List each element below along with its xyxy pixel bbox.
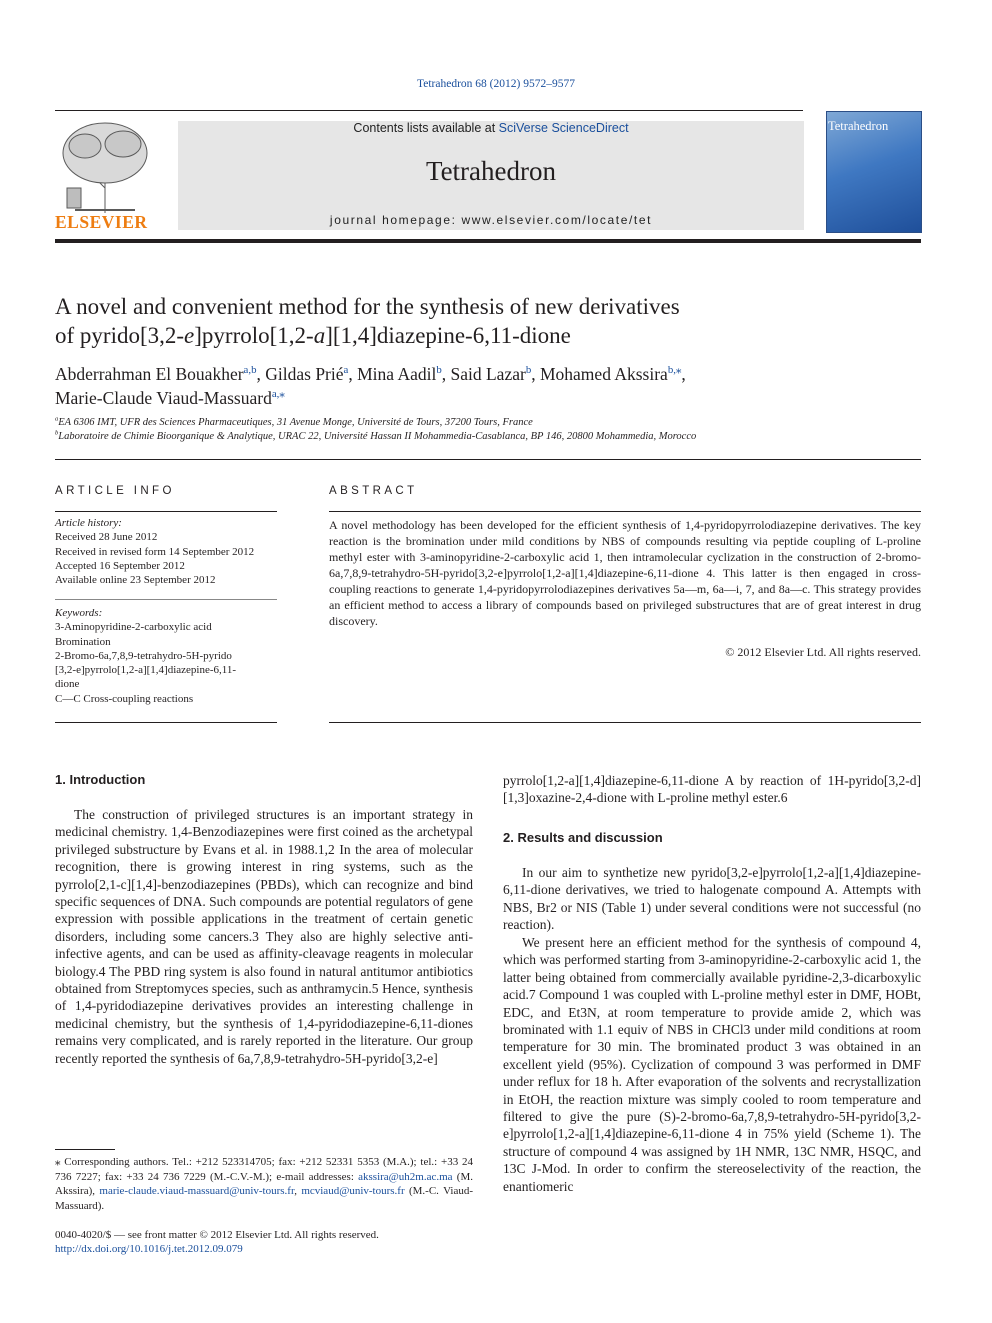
email-link[interactable]: mcviaud@univ-tours.fr bbox=[301, 1185, 405, 1197]
results-paragraph-2: We present here an efficient method for the synthesis of compound 4, which was performed starting from 3-aminopyridine-2-carboxylic acid 1, the latter being obtained from commercially available pyridine-2,3-dicarboxylic acid.7 Compound 1 was coupled with L-proline methyl ester in DMF, HOBt, EDC, and Et3N, at room temperature to provide amide 2, which was brominated with 1.1 equiv of NBS in CHCl3 under mild conditions at room temperature for 30 min. The brominated product 3 was obtained in an excellent yield (95%). Cyclization of compound 3 was performed in DMF under reflux for 18 h. After evaporation of the solvents and recrystallization in EtOH, the reaction mixture was simply cooled to room temperature and filtered to give the pure (S)-2-bromo-6a,7,8,9-tetrahydro-5H-pyrido[3,2-e]pyrrolo[1,2-a][1,4]diazepine-6,11-dione 4 in 75% yield (Scheme 1). The structure of compound 4 was assigned by 1H NMR, 13C NMR, HSQC, and 13C J-Mod. In order to confirm the stereoselectivity of the reaction, the enantiomeric bbox=[503, 935, 921, 1194]
article-history bbox=[55, 516, 277, 587]
abstract-bottom-rule bbox=[329, 722, 921, 723]
author-list bbox=[55, 362, 915, 410]
keyword: 3-Aminopyridine-2-carboxylic acid bbox=[55, 621, 212, 634]
header-rule-top bbox=[55, 110, 803, 111]
author: Gildas Prié$^a$, bbox=[265, 364, 358, 384]
journal-cover-title: Tetrahedron bbox=[828, 119, 889, 133]
header-rule-thick bbox=[55, 239, 921, 243]
keywords bbox=[55, 606, 277, 706]
author: Said Lazar$^b$, bbox=[450, 364, 540, 384]
journal-title: Tetrahedron bbox=[425, 156, 557, 186]
history-online: Available online 23 September 2012 bbox=[55, 574, 216, 587]
contents-line bbox=[178, 121, 804, 135]
history-accepted: Accepted 16 September 2012 bbox=[55, 559, 185, 572]
history-label: Article history: bbox=[55, 517, 122, 529]
title-line-2: of pyrido[3,2-e]pyrrolo[1,2-a][1,4]diazepine-6,11-dione bbox=[55, 323, 571, 348]
keyword: dione bbox=[55, 678, 80, 691]
keyword: 2-Bromo-6a,7,8,9-tetrahydro-5H-pyrido bbox=[55, 649, 232, 662]
keywords-rule bbox=[55, 599, 277, 600]
issn-line: 0040-4020/$ — see front matter © 2012 Elsevier Ltd. All rights reserved. bbox=[55, 1229, 379, 1241]
results-paragraph-1: In our aim to synthetize new pyrido[3,2-e]pyrrolo[1,2-a][1,4]diazepine-6,11-dione derivatives, we tried to halogenate compound A. Attempts with NBS, Br2 or NIS (Table 1) under several conditions were not successful (no reaction). bbox=[503, 865, 921, 933]
contents-prefix: Contents lists available at bbox=[353, 121, 499, 135]
article-info-heading: ARTICLE INFO bbox=[55, 485, 175, 497]
title-line-1: A novel and convenient method for the synthesis of new derivatives bbox=[55, 294, 680, 319]
footnote-rule bbox=[55, 1149, 115, 1150]
journal-homepage[interactable]: journal homepage: www.elsevier.com/locate/tet bbox=[329, 213, 653, 227]
doi-link[interactable]: http://dx.doi.org/10.1016/j.tet.2012.09.079 bbox=[55, 1243, 243, 1255]
abstract-rule bbox=[329, 511, 921, 512]
article-title bbox=[55, 292, 915, 350]
copyright: © 2012 Elsevier Ltd. All rights reserved. bbox=[725, 645, 921, 659]
author: Marie-Claude Viaud-Massuard$^{a,⁎}$ bbox=[55, 388, 285, 408]
sciencedirect-link[interactable]: SciVerse ScienceDirect bbox=[498, 121, 629, 135]
corresponding-author-footnote: ⁎ Corresponding authors. Tel.: +212 523314705; fax: +212 52331 5353 (M.A.); tel.: +33 24 736 7227; fax: +33 24 736 7229 (M.-C.V.-M.); e-mail addresses: akssira@uh2m.ac.ma (M. Akssira), marie-claude.viaud-massuard@univ-tours.fr, mcviaud@univ-tours.fr (M.-C. Viaud-Massuard). bbox=[55, 1156, 473, 1212]
author: Abderrahman El Bouakher$^{a,b}$, bbox=[55, 364, 266, 384]
keyword: [3,2-e]pyrrolo[1,2-a][1,4]diazepine-6,11- bbox=[55, 664, 237, 677]
abstract-text: A novel methodology has been developed for the efficient synthesis of 1,4-pyridopyrrolodiazepine derivatives. The key reaction is the bromination under mild conditions by NBS of compounds resulting via peptide coupling of L-proline methyl ester with 3-aminopyridine-2-carboxylic acid 1, then intramolecular cyclization in the construction of 2-bromo-6a,7,8,9-tetrahydro-5H-pyrido[3,2-e]pyrrolo[1,2-a][1,4]diazepine-6,11-dione 4. This latter is then engaged in cross-coupling reactions to generate 1,4-pyridopyrrolodiazepines derivatives 5a—m, 6a—i, 7, and 8a—c. This strategy provides an efficient method to access a library of compounds based on privileged substructures that are of great interest in drug discovery. bbox=[329, 518, 921, 628]
author: Mina Aadil$^b$, bbox=[357, 364, 451, 384]
introduction-text: The construction of privileged structures is an important strategy in medicinal chemistry. 1,4-Benzodiazepines were first coined as the archetypal privileged substructure by Evans et al. in 1988.1,2 In the area of molecular recognition, there is growing interest in ring systems, such as the pyrrolo[2,1-c][1,4]-benzodiazepines (PBDs), which can recognize and bind specific sequences of DNA. Such compounds are potential regulators of gene expression with possible applications in the treatment of certain genetic disorders, including some cancers.3 They also are highly selective anti-infective agents, and can be used as affinity-cleavage reagents in molecular biology.4 The PBD ring system is also found in natural antitumor antibiotics obtained from Streptomyces species, such as anthramycin.5 Hence, synthesis of 1,4-pyridodiazepine derivatives provides an interesting challenge in medicinal chemistry, but the synthesis of 1,4-pyridodiazepine-6,11-diones remains very complicated, and is rarely reported in the literature. Our group recently reported the synthesis of 6a,7,8,9-tetrahydro-5H-pyrido[3,2-e] bbox=[55, 807, 473, 1066]
publisher-name: ELSEVIER bbox=[55, 212, 148, 232]
article-info-rule bbox=[55, 511, 277, 512]
keyword: C—C Cross-coupling reactions bbox=[55, 692, 194, 705]
affiliation-b: $^b$Laboratoire de Chimie Bioorganique & Analytique, URAC 22, Université Hassan II Mohammedia-Casablanca, BP 146, 20800 Mohammedia, Morocco bbox=[55, 429, 697, 442]
affiliation-a: $^a$EA 6306 IMT, UFR des Sciences Pharmaceutiques, 31 Avenue Monge, Université de Tours, 37200 Tours, France bbox=[55, 415, 533, 428]
article-info-bottom-rule bbox=[55, 722, 277, 723]
journal-citation[interactable]: Tetrahedron 68 (2012) 9572–9577 bbox=[417, 78, 575, 90]
keyword: Bromination bbox=[55, 635, 111, 648]
email-link[interactable]: marie-claude.viaud-massuard@univ-tours.fr bbox=[99, 1185, 295, 1197]
history-revised: Received in revised form 14 September 2012 bbox=[55, 545, 255, 558]
author: Mohamed Akssira$^{b,⁎}$, bbox=[539, 364, 686, 384]
body-right-continuation: pyrrolo[1,2-a][1,4]diazepine-6,11-dione A by reaction of 1H-pyrido[3,2-d][1,3]oxazine-2,4-dione with L-proline methyl ester.6 bbox=[503, 773, 921, 806]
keywords-label: Keywords: bbox=[55, 607, 103, 619]
history-received: Received 28 June 2012 bbox=[55, 531, 158, 544]
elsevier-tree-logo-icon bbox=[55, 118, 155, 214]
email-link[interactable]: akssira@uh2m.ac.ma bbox=[358, 1170, 453, 1183]
affiliation-rule bbox=[55, 459, 921, 460]
results-heading: 2. Results and discussion bbox=[503, 830, 663, 845]
introduction-heading: 1. Introduction bbox=[55, 772, 146, 787]
abstract-heading: ABSTRACT bbox=[329, 485, 418, 497]
